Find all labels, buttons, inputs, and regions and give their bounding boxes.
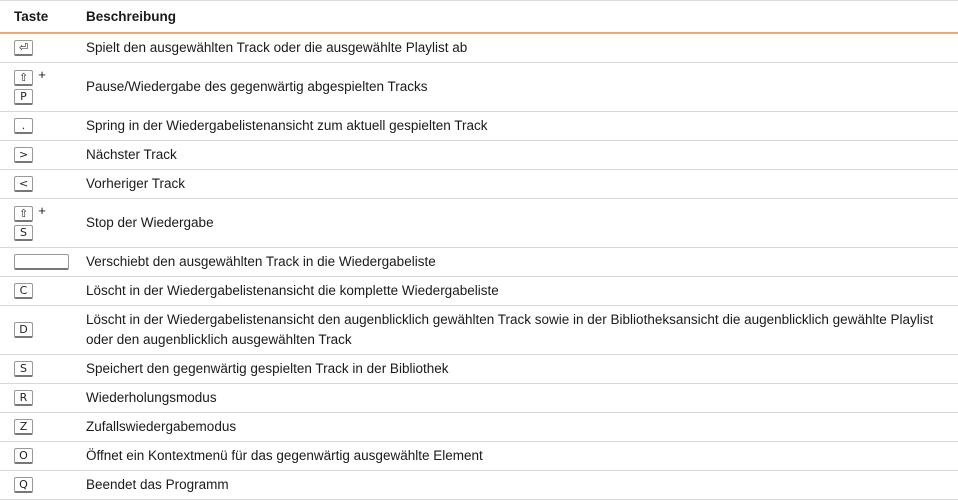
key-cell — [0, 442, 72, 471]
key-cell — [0, 33, 72, 63]
key-cell — [0, 112, 72, 141]
shift-key-icon: ⇧ — [14, 206, 33, 222]
p-key-icon: P — [14, 89, 33, 105]
description-cell: Zufallswiedergabemodus — [72, 413, 958, 442]
key-cell — [0, 471, 72, 500]
period-key-icon: . — [14, 118, 33, 134]
key-cell — [0, 248, 72, 277]
combo-plus: + — [38, 66, 46, 82]
description-cell: Spring in der Wiedergabelistenansicht zum aktuell gespielten Track — [72, 112, 958, 141]
key-cell — [0, 170, 72, 199]
description-cell: Spielt den ausgewählten Track oder die ausgewählte Playlist ab — [72, 33, 958, 63]
table-row — [0, 384, 958, 413]
key-cell — [0, 199, 72, 248]
s-key-icon: S — [14, 361, 33, 377]
space-key-icon — [14, 254, 69, 270]
table-row — [0, 277, 958, 306]
enter-key-icon: ⏎ — [14, 40, 33, 56]
table-row — [0, 199, 958, 248]
description-cell: Löscht in der Wiedergabelistenansicht die komplette Wiedergabeliste — [72, 277, 958, 306]
description-cell: Vorheriger Track — [72, 170, 958, 199]
description-cell: Öffnet ein Kontextmenü für das gegenwärtig ausgewählte Element — [72, 442, 958, 471]
o-key-icon: O — [14, 448, 33, 464]
description-cell: Pause/Wiedergabe des gegenwärtig abgespielten Tracks — [72, 63, 958, 112]
table-row — [0, 442, 958, 471]
d-key-icon: D — [14, 322, 33, 338]
key-cell — [0, 141, 72, 170]
s-key-icon: S — [14, 225, 33, 241]
table-row — [0, 306, 958, 355]
less-than-key-icon: < — [14, 176, 33, 192]
key-cell — [0, 413, 72, 442]
z-key-icon: Z — [14, 419, 33, 435]
column-header-description: Beschreibung — [72, 1, 958, 34]
table-row — [0, 170, 958, 199]
q-key-icon: Q — [14, 477, 33, 493]
table-row — [0, 413, 958, 442]
greater-than-key-icon: > — [14, 147, 33, 163]
description-cell: Beendet das Programm — [72, 471, 958, 500]
table-row — [0, 112, 958, 141]
description-cell: Verschiebt den ausgewählten Track in die Wiedergabeliste — [72, 248, 958, 277]
key-cell — [0, 277, 72, 306]
key-cell — [0, 355, 72, 384]
key-cell — [0, 306, 72, 355]
table-row — [0, 248, 958, 277]
description-cell: Wiederholungsmodus — [72, 384, 958, 413]
table-row — [0, 33, 958, 63]
table-row — [0, 141, 958, 170]
table-row — [0, 471, 958, 500]
r-key-icon: R — [14, 390, 33, 406]
table-row — [0, 63, 958, 112]
description-cell: Speichert den gegenwärtig gespielten Track in der Bibliothek — [72, 355, 958, 384]
table-header-row — [0, 1, 958, 34]
description-cell: Stop der Wiedergabe — [72, 199, 958, 248]
key-cell — [0, 384, 72, 413]
c-key-icon: C — [14, 283, 33, 299]
shift-key-icon: ⇧ — [14, 70, 33, 86]
table-row — [0, 355, 958, 384]
description-cell: Löscht in der Wiedergabelistenansicht den augenblicklich gewählten Track sowie in der Bibliotheksansicht die augenblicklich gewählte Playlist oder den augenblicklich ausgewählten Track — [72, 306, 958, 355]
column-header-key: Taste — [0, 1, 72, 34]
key-cell — [0, 63, 72, 112]
combo-plus: + — [38, 202, 46, 218]
description-cell: Nächster Track — [72, 141, 958, 170]
